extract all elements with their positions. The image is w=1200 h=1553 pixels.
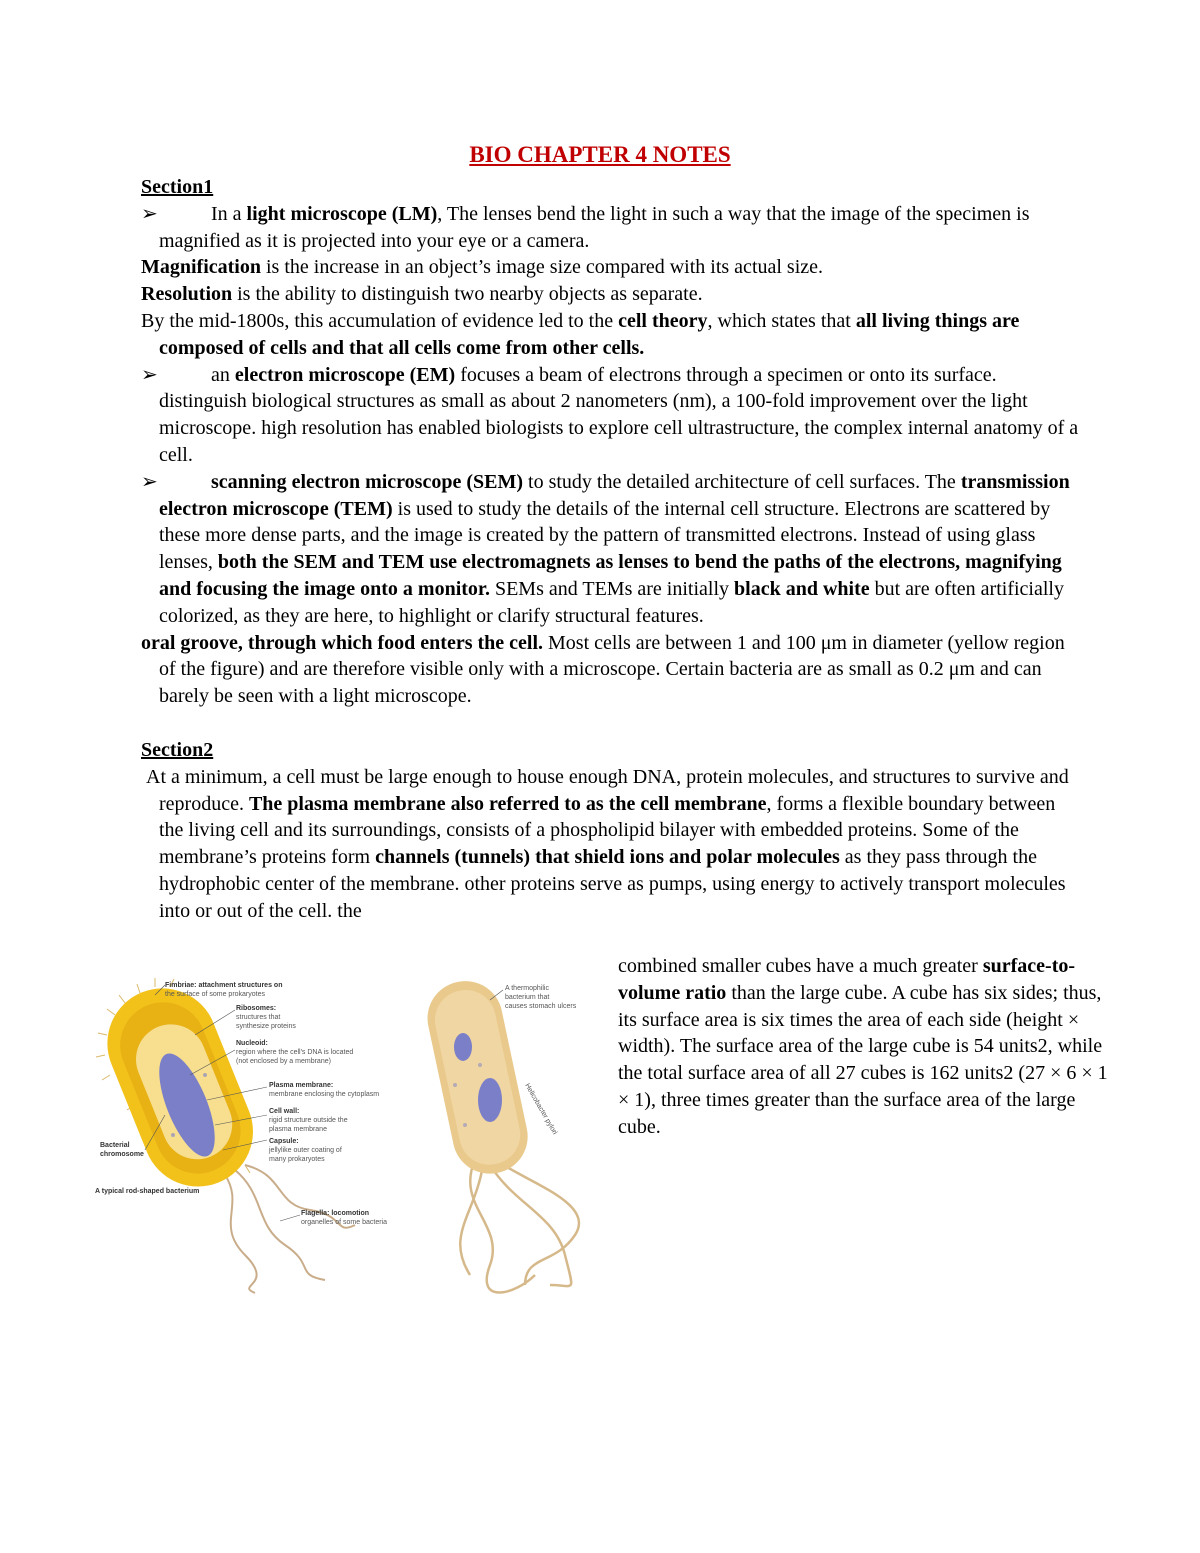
surface-volume-paragraph: combined smaller cubes have a much greater surface-to-volume ratio than the large cube. A cube has six sides; thus, its surface area is six times the area of each side (height × width). The surface area of the large cube is 54 units2, while the total surface area of all 27 cubes is 162 units2 (27 × 6 × 1 × 1), three times greater than the surface area of the large cube. [618, 955, 1108, 1138]
main-content [141, 174, 1081, 925]
oral-groove-paragraph: oral groove, through which food enters the cell. Most cells are between 1 and 100 μm in diameter (yellow region of the figure) and are therefore visible only with a microscope. Certain bacteria are as small as 0.2 μm and can barely be seen with a light microscope. [141, 631, 1065, 708]
cell-theory-paragraph: By the mid-1800s, this accumulation of evidence led to the cell theory, which states that all living things are composed of cells and that all cells come from other cells. [141, 309, 1020, 359]
svg-text:causes stomach ulcers: causes stomach ulcers [505, 1003, 577, 1010]
tem-bacterium-illustration [421, 975, 579, 1293]
svg-text:Nucleoid:: Nucleoid: [236, 1040, 268, 1047]
bullet-arrow-icon: ➢ [141, 470, 158, 493]
fimbriae-label: Fimbriae: attachment structures on [165, 982, 283, 989]
svg-text:Cell wall:: Cell wall: [269, 1108, 300, 1115]
svg-text:Bacterial: Bacterial [100, 1142, 130, 1149]
svg-text:the surface of some prokaryote: the surface of some prokaryotes [165, 991, 265, 998]
svg-text:Flagella: locomotion: Flagella: locomotion [301, 1210, 370, 1217]
bullet-sem-tem: ➢ scanning electron microscope (SEM) to study the detailed architecture of cell surfaces. The transmission electron microscope (TEM) is used to study the details of the internal cell structure. Electrons are scattered by these more dense parts, and the image is created by the pattern of transmitted electrons. Instead of using glass lenses, both the SEM and TEM use electromagnets as lenses to bend the paths of the electrons, magnifying and focusing the image onto a monitor. SEMs and TEMs are initially black and white but are often artificially colorized, as they are here, to highlight or clarify structural features. [141, 470, 1070, 627]
svg-text:bacterium that: bacterium that [505, 994, 550, 1001]
section2-heading: Section2 [141, 738, 214, 761]
svg-text:Helicobacter pylori: Helicobacter pylori [523, 1082, 559, 1136]
svg-text:synthesize proteins: synthesize proteins [236, 1023, 296, 1030]
plasma-membrane-paragraph: At a minimum, a cell must be large enough to house enough DNA, protein molecules, and structures to survive and reproduce. The plasma membrane also referred to as the cell membrane, forms a flexible boundary between the living cell and its surroundings, consists of a phospholipid bilayer with embedded proteins. Some of the membrane’s proteins form channels (tunnels) that shield ions and polar molecules as they pass through the hydrophobic center of the membrane. other proteins serve as pumps, using energy to actively transport molecules into or out of the cell. the [146, 765, 1069, 922]
svg-text:structures that: structures that [236, 1014, 281, 1021]
figure-caption: A typical rod-shaped bacterium [95, 1188, 200, 1195]
bullet-electron-microscope: ➢ an electron microscope (EM) focuses a beam of electrons through a specimen or onto its surface. distinguish biological structures as small as about 2 nanometers (nm), a 100-fold improvement over the light microscope. high resolution has enabled biologists to explore cell ultrastructure, the complex internal anatomy of a cell. [141, 363, 1079, 466]
svg-text:Ribosomes:: Ribosomes: [236, 1005, 277, 1012]
rod-bacterium-illustration [95, 975, 387, 1293]
document-title: BIO CHAPTER 4 NOTES [469, 142, 731, 167]
magnification-definition: Magnification is the increase in an object’s image size compared with its actual size. [141, 256, 824, 279]
svg-text:organelles of some bacteria: organelles of some bacteria [301, 1219, 387, 1226]
svg-text:(not enclosed by a membrane): (not enclosed by a membrane) [236, 1058, 331, 1065]
resolution-definition: Resolution is the ability to distinguish two nearby objects as separate. [141, 283, 703, 306]
svg-text:Plasma membrane:: Plasma membrane: [269, 1082, 334, 1089]
bullet-arrow-icon: ➢ [141, 202, 158, 225]
svg-text:jellylike outer coating of: jellylike outer coating of [269, 1147, 342, 1154]
bacteria-figure-svg [95, 975, 615, 1295]
svg-text:region where the cell's DNA is: region where the cell's DNA is located [236, 1049, 354, 1056]
svg-text:rigid structure outside the: rigid structure outside the [269, 1117, 348, 1124]
svg-text:Capsule:: Capsule: [269, 1138, 299, 1145]
svg-text:many prokaryotes: many prokaryotes [269, 1156, 325, 1163]
bullet-light-microscope: ➢ In a light microscope (LM), The lenses bend the light in such a way that the image of the specimen is magnified as it is projected into your eye or a camera. [141, 202, 1030, 252]
svg-text:A thermophilic: A thermophilic [505, 985, 549, 992]
bullet-arrow-icon: ➢ [141, 363, 158, 386]
svg-text:plasma membrane: plasma membrane [269, 1126, 327, 1133]
bacteria-figures [95, 975, 615, 1295]
svg-text:chromosome: chromosome [100, 1151, 144, 1158]
section1-heading: Section1 [141, 176, 214, 198]
svg-text:membrane enclosing the cytopla: membrane enclosing the cytoplasm [269, 1091, 380, 1098]
